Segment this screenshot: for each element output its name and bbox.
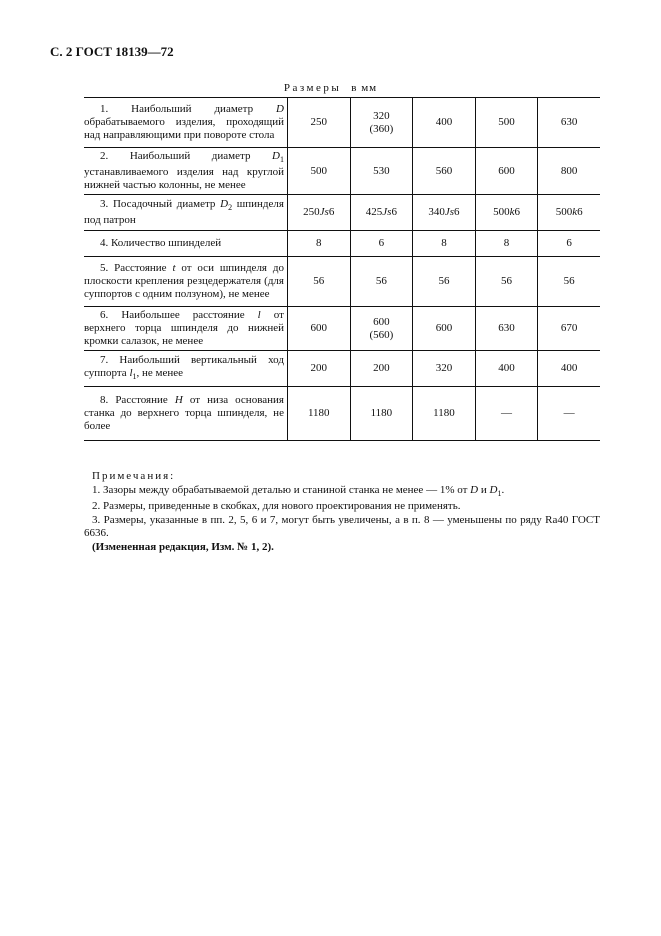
- value-cell: 500k6: [538, 195, 600, 231]
- value-cell: 400: [538, 351, 600, 387]
- value-cell: 500: [475, 98, 538, 148]
- table-row: [84, 387, 600, 441]
- value-cell: 600: [413, 307, 476, 351]
- value-cell: 320: [413, 351, 476, 387]
- units-caption: [0, 82, 661, 94]
- spec-table: [84, 97, 600, 441]
- value-cell: 630: [475, 307, 538, 351]
- value-cell: 200: [287, 351, 350, 387]
- value-cell: 425Js6: [350, 195, 413, 231]
- notes-title: Примечания:: [92, 470, 176, 482]
- value-cell: 500k6: [475, 195, 538, 231]
- value-cell: 560: [413, 148, 476, 195]
- value-cell: 400: [413, 98, 476, 148]
- value-cell: 600: [475, 148, 538, 195]
- note-item: 1. Зазоры между обрабатываемой деталью и станиной станка не менее — 1% от D и $D_1$.: [92, 483, 505, 498]
- value-cell: 600: [287, 307, 350, 351]
- value-cell: 200: [350, 351, 413, 387]
- value-cell: 340Js6: [413, 195, 476, 231]
- value-cell: 8: [287, 231, 350, 257]
- table-row: [84, 351, 600, 387]
- row-description: 2. Наибольший диаметр $D_1$ устанавливаемого изделия над круглой нижней частью колонны, не менее: [84, 148, 287, 195]
- value-cell: 500: [287, 148, 350, 195]
- value-cell: 630: [538, 98, 600, 148]
- value-cell: 56: [413, 257, 476, 307]
- value-cell: 1180: [287, 387, 350, 441]
- value-cell: 6: [350, 231, 413, 257]
- value-cell: 320 (360): [350, 98, 413, 148]
- row-description: 6. Наибольшее расстояние l от верхнего торца шпинделя до нижней кромки салазок, не менее: [84, 307, 287, 351]
- value-cell: 1180: [350, 387, 413, 441]
- units-unit: в мм: [351, 82, 378, 94]
- notes: [84, 470, 600, 554]
- table-row: [84, 148, 600, 195]
- note-item: 2. Размеры, приведенные в скобках, для нового проектирования не применять.: [92, 500, 461, 513]
- row-description: 5. Расстояние t от оси шпинделя до плоскости крепления резцедержателя (для суппортов с одним ползуном), не менее: [84, 257, 287, 307]
- value-cell: 8: [413, 231, 476, 257]
- units-label: Размеры: [283, 82, 342, 94]
- value-cell: 800: [538, 148, 600, 195]
- table-row: [84, 257, 600, 307]
- value-cell: —: [475, 387, 538, 441]
- row-description: 1. Наибольший диаметр D обрабатываемого изделия, проходящий над направляющими при повороте стола: [84, 98, 287, 148]
- value-cell: 530: [350, 148, 413, 195]
- value-cell: 250: [287, 98, 350, 148]
- table-row: [84, 195, 600, 231]
- note-item: 3. Размеры, указанные в пп. 2, 5, 6 и 7, могут быть увеличены, а в п. 8 — уменьшены по ряду Ra40 ГОСТ 6636.: [84, 513, 600, 540]
- table-row: [84, 231, 600, 257]
- value-cell: 400: [475, 351, 538, 387]
- row-description: 4. Количество шпинделей: [84, 231, 287, 257]
- value-cell: 250Js6: [287, 195, 350, 231]
- value-cell: 56: [287, 257, 350, 307]
- page-header: С. 2 ГОСТ 18139—72: [50, 44, 174, 59]
- value-cell: 6: [538, 231, 600, 257]
- row-description: 8. Расстояние H от низа основания станка до верхнего торца шпинделя, не более: [84, 387, 287, 441]
- value-cell: 600 (560): [350, 307, 413, 351]
- value-cell: 8: [475, 231, 538, 257]
- value-cell: 1180: [413, 387, 476, 441]
- row-description: 7. Наибольший вертикальный ход суппорта $l_1$, не менее: [84, 351, 287, 387]
- value-cell: —: [538, 387, 600, 441]
- value-cell: 670: [538, 307, 600, 351]
- edition-note: (Измененная редакция, Изм. № 1, 2).: [92, 540, 274, 553]
- value-cell: 56: [538, 257, 600, 307]
- table-row: [84, 307, 600, 351]
- row-description: 3. Посадочный диаметр $D_2$ шпинделя под патрон: [84, 195, 287, 231]
- value-cell: 56: [475, 257, 538, 307]
- value-cell: 56: [350, 257, 413, 307]
- table-row: [84, 98, 600, 148]
